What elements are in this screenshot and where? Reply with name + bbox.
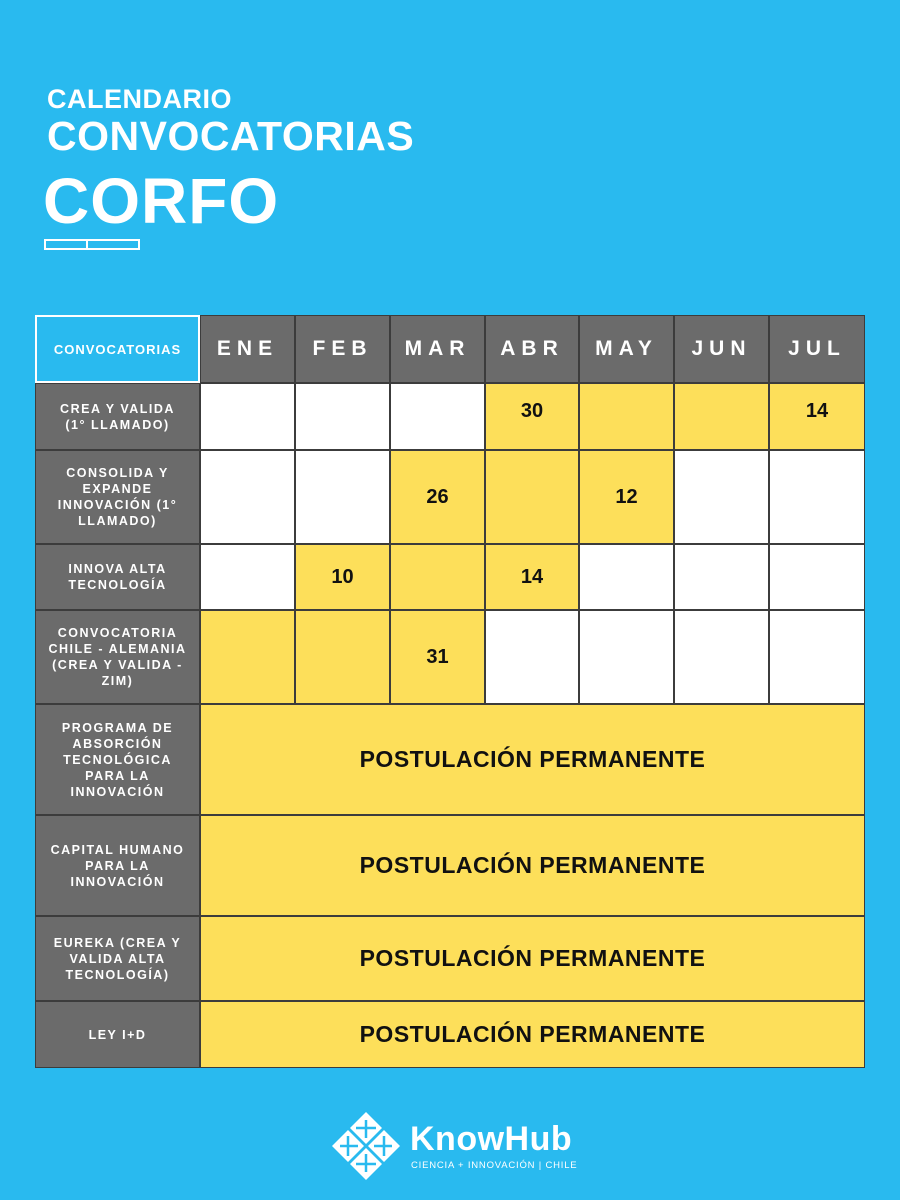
month-header: MAY xyxy=(579,315,674,383)
permanent-application-cell: POSTULACIÓN PERMANENTE xyxy=(200,815,865,916)
calendar-cell-date: 30 xyxy=(485,383,579,450)
calendar-cell xyxy=(674,450,769,544)
permanent-application-cell: POSTULACIÓN PERMANENTE xyxy=(200,1001,865,1068)
month-header: JUL xyxy=(769,315,865,383)
permanent-application-cell: POSTULACIÓN PERMANENTE xyxy=(200,916,865,1001)
row-label: LEY I+D xyxy=(35,1001,200,1068)
month-header: ENE xyxy=(200,315,295,383)
calendar-cell-date: 26 xyxy=(390,450,485,544)
calendar-cell-date: 31 xyxy=(390,610,485,704)
calendar-cell xyxy=(674,610,769,704)
row-label: CONSOLIDA Y EXPANDE INNOVACIÓN (1° LLAMADO) xyxy=(35,450,200,544)
title-convocatorias: CONVOCATORIAS xyxy=(47,113,415,159)
row-label: INNOVA ALTA TECNOLOGÍA xyxy=(35,544,200,610)
calendar-cell-date: 12 xyxy=(579,450,674,544)
calendar-cell-date: 10 xyxy=(295,544,390,610)
row-label: CAPITAL HUMANO PARA LA INNOVACIÓN xyxy=(35,815,200,916)
calendar-cell xyxy=(769,610,865,704)
row-label: CONVOCATORIA CHILE - ALEMANIA (CREA Y VALIDA - ZIM) xyxy=(35,610,200,704)
calendar-cell xyxy=(200,450,295,544)
month-header: MAR xyxy=(390,315,485,383)
row-label: CREA Y VALIDA (1° LLAMADO) xyxy=(35,383,200,450)
month-header: ABR xyxy=(485,315,579,383)
calendar-cell xyxy=(674,544,769,610)
calendar-cell xyxy=(295,383,390,450)
logo-name: KnowHub xyxy=(410,1120,573,1158)
knowhub-hex-icon xyxy=(330,1110,402,1182)
calendar-cell xyxy=(579,610,674,704)
calendar-cell xyxy=(769,450,865,544)
row-label: PROGRAMA DE ABSORCIÓN TECNOLÓGICA PARA LA INNOVACIÓN xyxy=(35,704,200,815)
calendar-cell xyxy=(390,383,485,450)
calendar-cell xyxy=(295,450,390,544)
corner-header: CONVOCATORIAS xyxy=(35,315,200,383)
calendar-cell xyxy=(200,383,295,450)
calendar-cell xyxy=(674,383,769,450)
calendar-cell xyxy=(200,610,295,704)
month-header: FEB xyxy=(295,315,390,383)
title-calendario: CALENDARIO xyxy=(47,84,232,114)
calendar-cell-date: 14 xyxy=(769,383,865,450)
calendar-cell-date: 14 xyxy=(485,544,579,610)
calendar-cell xyxy=(295,610,390,704)
title-underline-decoration xyxy=(44,239,140,250)
calendar-cell xyxy=(485,610,579,704)
calendar-table xyxy=(35,315,865,1068)
permanent-application-cell: POSTULACIÓN PERMANENTE xyxy=(200,704,865,815)
calendar-cell xyxy=(485,450,579,544)
title-corfo: CORFO xyxy=(43,165,280,237)
calendar-cell xyxy=(769,544,865,610)
knowhub-logo xyxy=(330,1110,580,1185)
row-label: EUREKA (CREA Y VALIDA ALTA TECNOLOGÍA) xyxy=(35,916,200,1001)
logo-tagline: CIENCIA + INNOVACIÓN | CHILE xyxy=(411,1160,578,1171)
calendar-cell xyxy=(579,383,674,450)
calendar-cell xyxy=(390,544,485,610)
calendar-cell xyxy=(200,544,295,610)
calendar-cell xyxy=(579,544,674,610)
month-header: JUN xyxy=(674,315,769,383)
